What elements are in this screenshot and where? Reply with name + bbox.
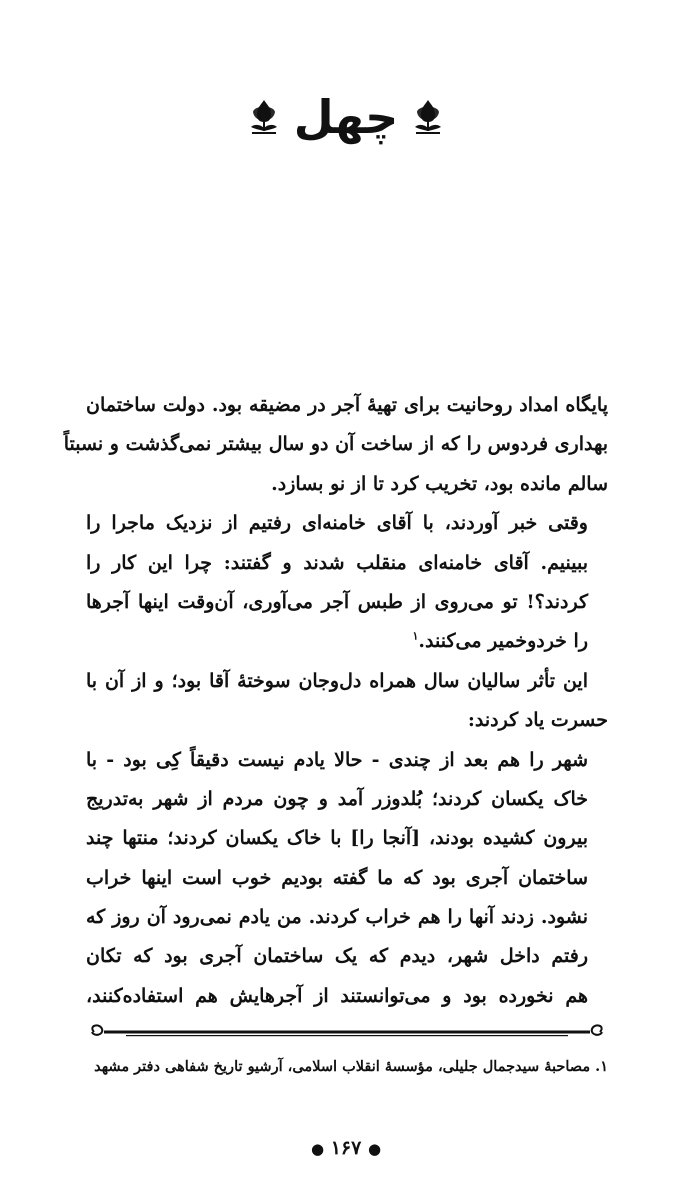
- text-line: نشود. زدند آنها را هم خراب کردند. من یادم نمی‌رود آن روز که: [86, 906, 588, 929]
- text-line: هم نخورده بود و می‌توانستند از آجرهایش هم استفاده‌کنند،: [86, 984, 588, 1007]
- chapter-title: چهل: [293, 90, 399, 144]
- page-number: ۱۶۷: [330, 1137, 362, 1159]
- footnote-ref: ۱: [412, 630, 419, 644]
- text-line: سالم مانده بود، تخریب کرد تا از نو بسازد.: [271, 472, 608, 495]
- footnote: ۱. مصاحبهٔ سیدجمال جلیلی، مؤسسهٔ انقلاب اسلامی، آرشیو تاریخ شفاهی دفتر مشهد: [94, 1058, 608, 1075]
- text-line: حسرت یاد کردند:: [467, 709, 608, 732]
- text-line: رفتم داخل شهر، دیدم که یک ساختمان آجری بود که تکان: [86, 945, 588, 968]
- text-line-content: را خردوخمیر می‌کنند.: [418, 630, 588, 653]
- text-line: ببینیم. آقای خامنه‌ای منقلب شدند و گفتند: چرا این کار را: [86, 551, 588, 574]
- text-line: این تأثر سالیان سال همراه دل‌وجان سوختهٔ آقا بود؛ و از آن با: [86, 669, 588, 692]
- page-number-wrapper: [0, 1137, 692, 1159]
- text-line: ساختمان آجری بود که ما گفته بودیم خوب است اینها خراب: [86, 866, 588, 889]
- bullet-icon: ●: [367, 1140, 382, 1158]
- text-line: بهداری فردوس را که از ساخت آن دو سال بیشتر نمی‌گذشت و نسبتاً: [63, 433, 608, 456]
- text-line: [86, 622, 608, 661]
- text-line: کردند؟! تو می‌روی از طبس آجر می‌آوری، آن‌وقت اینها آجرها: [86, 590, 588, 613]
- bullet-icon: ●: [310, 1140, 325, 1158]
- tulip-ornament-icon: [248, 98, 280, 136]
- body-text: [63, 386, 608, 1016]
- text-line: پایگاه امداد روحانیت برای تهیهٔ آجر در مضیقه بود. دولت ساختمان: [86, 394, 608, 416]
- tulip-ornament-icon: [412, 98, 444, 136]
- text-line: بیرون کشیده بودند، [آنجا را] با خاک یکسان کردند؛ منتها چند: [86, 827, 588, 850]
- footnote-divider: [86, 1021, 608, 1043]
- text-line: وقتی خبر آوردند، با آقای خامنه‌ای رفتیم از نزدیک ماجرا را: [86, 512, 588, 535]
- text-line: خاک یکسان کردند؛ بُلدوزر آمد و چون مردم از شهر به‌تدریج: [86, 787, 588, 810]
- chapter-heading: [0, 82, 692, 152]
- text-line: شهر را هم بعد از چندی - حالا یادم نیست دقیقاً کِی بود - با: [86, 748, 588, 771]
